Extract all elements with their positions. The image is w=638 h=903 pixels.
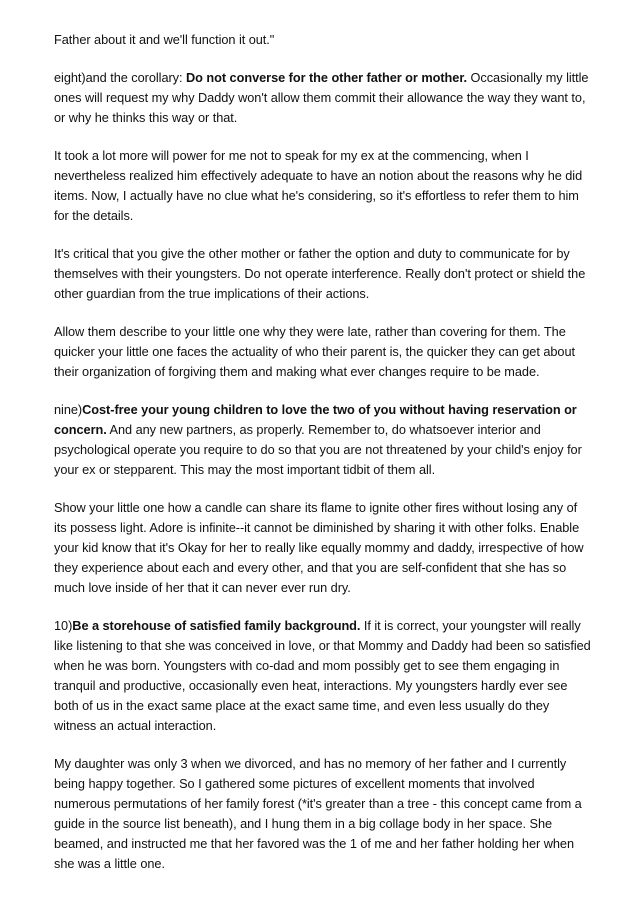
text-run: It took a lot more will power for me not to speak for my ex at the commencing, when I nevertheless realized him effectively adequate to have an notion about the reasons why he did items. Now, I actually have no clue what he's considering, so it's effortless to refer them to him for the details. — [54, 148, 583, 223]
text-run: nine) — [54, 402, 83, 417]
bold-heading: Cost-free your young children to love the two of you without having reservation or concern. — [54, 402, 577, 437]
bold-heading: Do not converse for the other father or mother. — [186, 70, 468, 85]
paragraph-3 — [54, 146, 592, 226]
paragraph-9 — [54, 754, 592, 874]
text-run: Show your little one how a candle can share its flame to ignite other fires without losing any of its possess light. Adore is infinite--it cannot be diminished by sharing it with other folks. Enable your kid know that it's Okay for her to really like equally mommy and daddy, irrespective of how they experience about each and every other, and that you are self-confident that she has so much love inside of her that it can never ever run dry. — [54, 500, 584, 595]
text-run: If it is correct, your youngster will really like listening to that she was conceived in love, or that Mommy and Daddy had been so satisfied when he was born. Youngsters with co-dad and mom possibly get to see them engaging in tranquil and productive, occasionally even heat, interactions. My youngsters hardly ever see both of us in the exact same place at the exact same time, and even less usually do they witness an actual interaction. — [54, 618, 591, 733]
document-body — [54, 30, 592, 892]
bold-heading: Be a storehouse of satisfied family background. — [72, 618, 361, 633]
text-run: My daughter was only 3 when we divorced, and has no memory of her father and I currently being happy together. So I gathered some pictures of excellent moments that involved numerous permutations of her family forest (*it's greater than a tree - this concept came from a guide in the source list beneath), and I hung them in a big collage body in her space. She beamed, and instructed me that her favored was the 1 of me and her father holding her when she was a little one. — [54, 756, 582, 871]
text-run: eight)and the corollary: — [54, 70, 186, 85]
text-run: Father about it and we'll function it out." — [54, 32, 275, 47]
paragraph-1 — [54, 30, 592, 50]
text-run: Occasionally my little ones will request my why Daddy won't allow them commit their allowance the way they want to, or why he thinks this way or that. — [54, 70, 589, 125]
text-run: Allow them describe to your little one why they were late, rather than covering for them. The quicker your little one faces the actuality of who their parent is, the quicker they can get about their organization of forgiving them and making what ever changes require to be made. — [54, 324, 575, 379]
paragraph-2 — [54, 68, 592, 128]
paragraph-4 — [54, 244, 592, 304]
paragraph-7 — [54, 498, 592, 598]
text-run: It's critical that you give the other mother or father the option and duty to communicate for by themselves with their youngsters. Do not operate interference. Really don't protect or shield the other guardian from the true implications of their actions. — [54, 246, 586, 301]
paragraph-6 — [54, 400, 592, 480]
paragraph-5 — [54, 322, 592, 382]
text-run: And any new partners, as properly. Remember to, do whatsoever interior and psychological operate you require to do so that you are not threatened by your child's enjoy for your ex or stepparent. This may the most important tidbit of them all. — [54, 422, 582, 477]
text-run: 10) — [54, 618, 73, 633]
paragraph-8 — [54, 616, 592, 736]
